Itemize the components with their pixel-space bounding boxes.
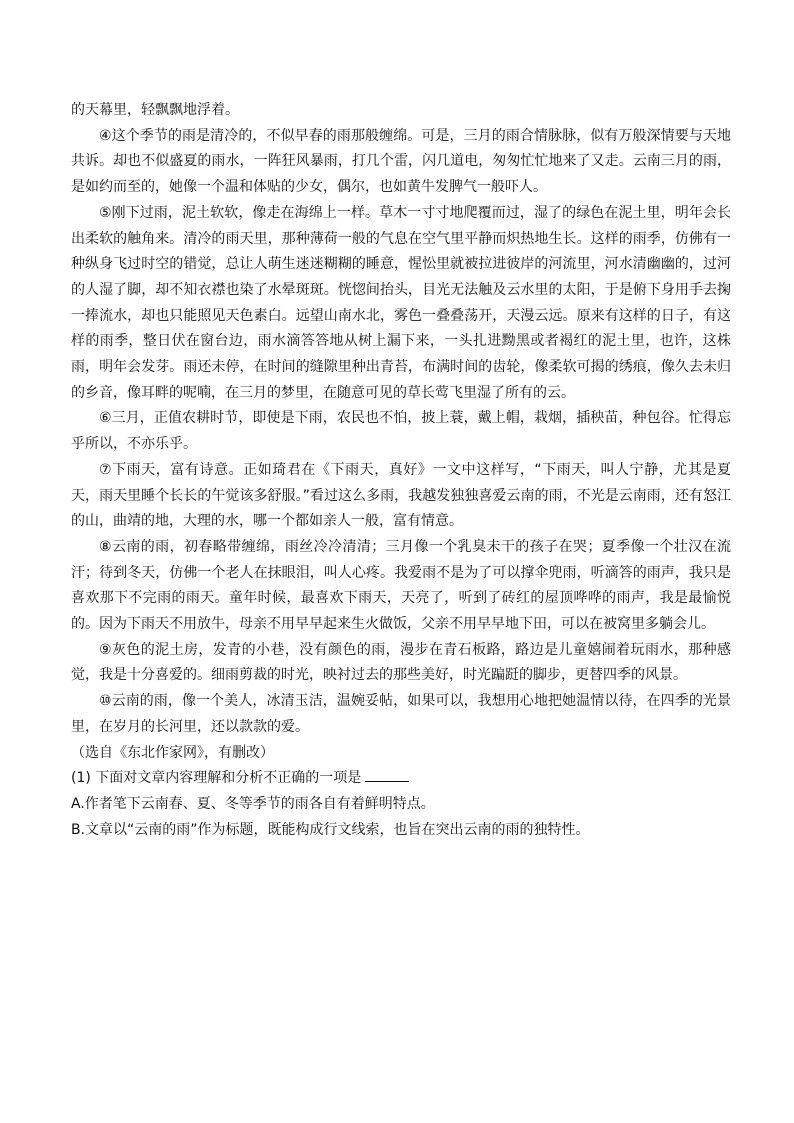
paragraph-10: ⑩云南的雨，像一个美人，冰清玉洁，温婉妥帖，如果可以，我想用心地把她温情以待，在四季的光景里，在岁月的长河里，还以款款的爱。 xyxy=(71,693,731,735)
paragraph-8: ⑧云南的雨，初春略带缠绵，雨丝冷冷清清；三月像一个乳臭未干的孩子在哭；夏季像一个壮汉在流汗；待到冬天，仿佛一个老人在抹眼泪，叫人心疼。我爱雨不是为了可以撑伞兜雨，听滴答的雨声，我只是喜欢那下不完雨的雨天。童年时候，最喜欢下雨天，天亮了，听到了砖红的屋顶哗哗的雨声，我是最愉悦的。因为下雨天不用放牛，母亲不用早早起来生火做饭，父亲不用早早地下田，可以在被窝里多躺会儿。 xyxy=(71,538,731,633)
question-option-a: A.作者笔下云南春、夏、冬等季节的雨各自有着鲜明特点。 xyxy=(71,795,435,812)
article-body xyxy=(71,98,731,843)
paragraph-6: ⑥三月，正值农耕时节，即使是下雨，农民也不怕，披上蓑，戴上帽，栽烟，插秧苗，种包谷。忙得忘乎所以，不亦乐乎。 xyxy=(71,410,731,453)
question-stem xyxy=(71,766,731,792)
question-option-b: B.文章以“云南的雨”作为标题，既能构成行文线索，也旨在突出云南的雨的独特性。 xyxy=(71,821,590,838)
paragraph-4: ④这个季节的雨是清冷的，不似早春的雨那般缠绵。可是，三月的雨合情脉脉，似有万般深情要与天地共诉。却也不似盛夏的雨水，一阵狂风暴雨，打几个雷，闪几道电，匆匆忙忙地来了又走。云南三月的雨，是如约而至的，她像一个温和体贴的少女，偶尔，也如黄牛发脾气一般吓人。 xyxy=(71,127,731,196)
paragraph-9: ⑨灰色的泥土房，发青的小巷，没有颜色的雨，漫步在青石板路，路边是儿童嬉闹着玩雨水，那种感觉，我是十分喜爱的。细雨剪裁的时光，映衬过去的那些美好，时光蹁跹的脚步，更替四季的风景。 xyxy=(71,641,731,684)
paragraph-7: ⑦下雨天，富有诗意。正如琦君在《下雨天，真好》一文中这样写，“下雨天，叫人宁静，尤其是夏天，雨天里睡个长长的午觉该多舒服。”看过这么多雨，我越发独独喜爱云南的雨，不光是云南雨，还有怒江的山，曲靖的地，大理的水，哪一个都如亲人一般，富有情意。 xyxy=(71,461,731,530)
source-note: （选自《东北作家网》，有删改） xyxy=(71,744,274,761)
paragraph-5: ⑤刚下过雨，泥土软软，像走在海绵上一样。草木一寸寸地爬覆而过，湿了的绿色在泥土里，明年会长出柔软的触角来。清冷的雨天里，那种薄荷一般的气息在空气里平静而炽热地生长。这样的雨季，仿佛有一种纵身飞过时空的错觉，总让人萌生迷迷糊糊的睡意，惺忪里就被拉进彼岸的河流里，河水清幽幽的，过河的人湿了脚，却不知衣襟也染了水晕斑斑。恍惚间抬头，目光无法触及云水里的太阳，于是俯下身用手去掬一捧流水，却也只能照见天色素白。远望山南水北，雾色一叠叠荡开，天漫云远。原来有这样的日子，有这样的雨季，整日伏在窗台边，雨水滴答答地从树上漏下来，一头扎进黝黑或者褐红的泥土里，也许，这株雨，明年会发芽。雨还未停，在时间的缝隙里种出青苔，布满时间的齿轮，像柔软可揭的绣痕，像久去未归的乡音，像耳畔的呢喃，在三月的梦里，在随意可见的草长莺飞里湿了所有的云。 xyxy=(71,204,731,401)
paragraph-continuation: 的天幕里，轻飘飘地浮着。 xyxy=(71,102,239,118)
answer-blank[interactable] xyxy=(365,767,409,782)
question-stem-text: (1) 下面对文章内容理解和分析不正确的一项是 xyxy=(71,770,362,787)
